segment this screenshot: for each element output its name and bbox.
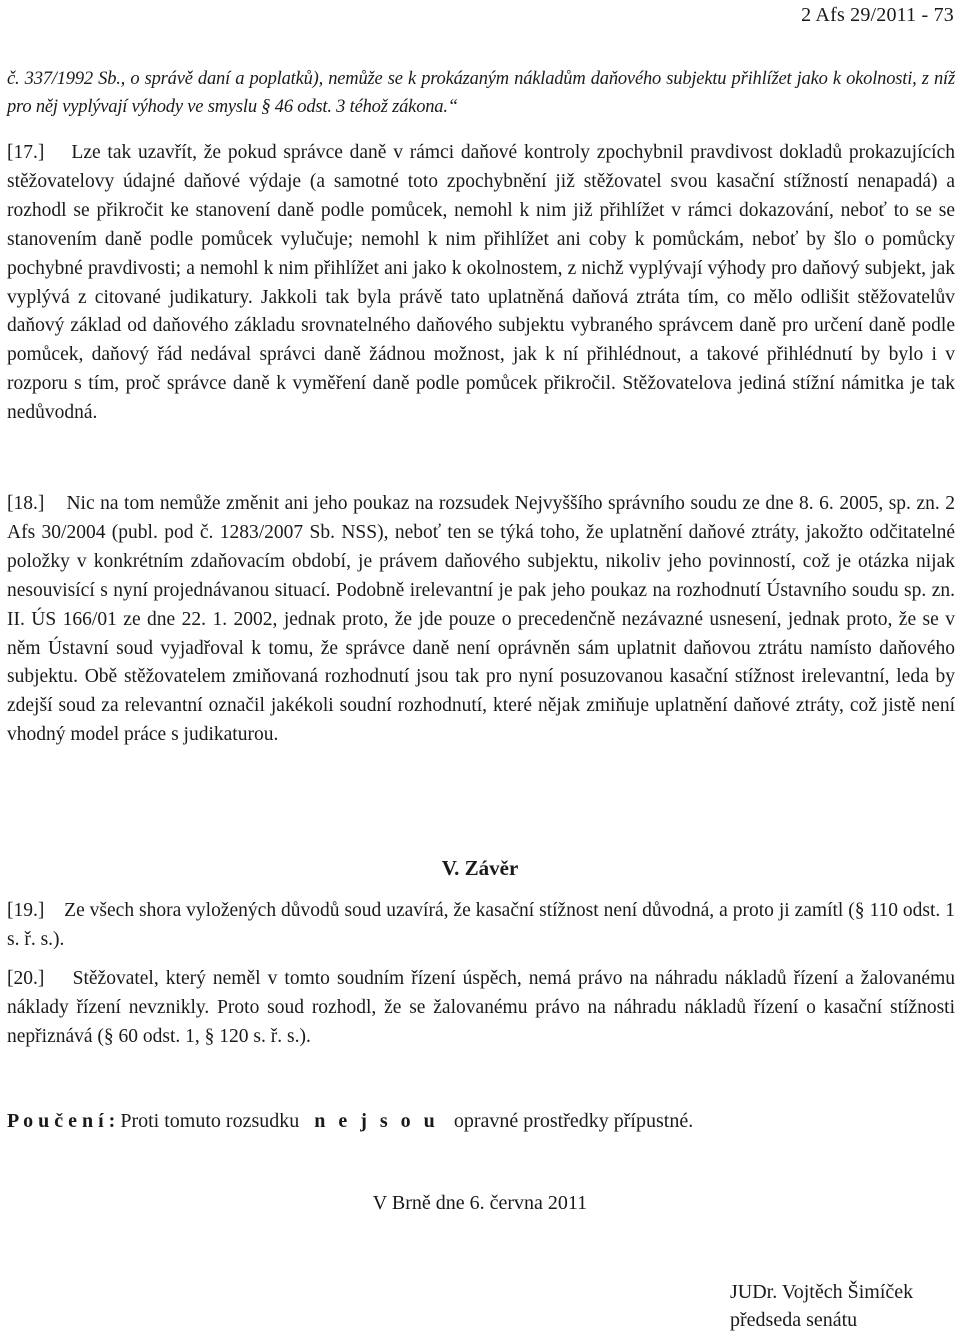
paragraph-20 xyxy=(7,965,955,1052)
date-place-line: V Brně dne 6. června 2011 xyxy=(372,1192,588,1214)
judge-name: JUDr. Vojtěch Šimíček xyxy=(730,1281,914,1303)
case-number: 2 Afs 29/2011 - 73 xyxy=(801,4,954,26)
paragraph-text: Lze tak uzavřít, že pokud správce daně v rámci daňové kontroly zpochybnil pravdivost dokladů prokazujících stěžovatelovy údajné daňové výdaje (a samotné toto zpochybnění již stěžovatel svou kasační stížností nenapadá) a rozhodl se přikročit ke stanovení daně podle pomůcek, nemohl k nim již přihlížet v rámci dokazování, neboť to se se stanovením daně podle pomůcek vylučuje; nemohl k nim přihlížet ani coby k pomůckám, neboť by šlo o pomůcky pochybné pravdivosti; a nemohl k nim přihlížet ani jako k okolnostem, z nichž vyplývají výhody pro daňový subjekt, jak vyplývá z citované judikatury. Jakkoli tak byla právě tato uplatněná daňová ztráta tím, co mělo odlišit stěžovatelův daňový základ od daňového základu srovnatelného daňového subjektu vybraného správcem daně pro určení daně podle pomůcek, daňový řád nedával správci daně žádnou možnost, jak k ní přihlédnout, a takové přihlédnutí by bylo i v rozporu s tím, proč správce daně k vyměření daně podle pomůcek přikročil. Stěžovatelova jediná stížní námitka je tak nedůvodná. xyxy=(7,142,955,424)
paragraph-number: [18.] xyxy=(7,493,45,514)
paragraph-number: [17.] xyxy=(7,142,45,163)
paragraph-19 xyxy=(7,897,955,955)
judge-role: předseda senátu xyxy=(730,1309,858,1331)
instruction-emphasis: n e j s o u xyxy=(314,1110,439,1132)
instruction-label: P o u č e n í : xyxy=(7,1110,116,1132)
paragraph-text: Nic na tom nemůže změnit ani jeho poukaz na rozsudek Nejvyššího správního soudu ze dne 8. 6. 2005, sp. zn. 2 Afs 30/2004 (publ. pod č. 1283/2007 Sb. NSS), neboť ten se týká toho, že uplatnění daňové ztráty, jakožto odčitatelné položky v konkrétním zdaňovacím období, je právem daňového subjektu, nikoliv jeho povinností, což je otázka nijak nesouvisící s nyní projednávanou situací. Podobně irelevantní je pak jeho poukaz na rozhodnutí Ústavního soudu sp. zn. II. ÚS 166/01 ze dne 22. 1. 2002, jednak proto, že jde pouze o precedenčně nezávazné usnesení, jednak proto, že se v něm Ústavní soud vyjadřoval k tomu, že správce daně není oprávněn sám uplatnit daňovou ztrátu namísto daňového subjektu. Obě stěžovatelem zmiňovaná rozhodnutí jsou tak pro nyní posuzovanou kasační stížnost irelevantní, leda by zdejší soud za relevantní označil jakékoli soudní rozhodnutí, které nějak zmiňuje uplatnění daňové ztráty, což jistě není vhodný model práce s judikaturou. xyxy=(7,493,956,746)
paragraph-number: [20.] xyxy=(7,968,45,989)
paragraph-18 xyxy=(7,490,955,750)
paragraph-number: [19.] xyxy=(7,900,45,921)
signature-block xyxy=(730,1278,913,1334)
paragraph-text: Stěžovatel, který neměl v tomto soudním řízení úspěch, nemá právo na náhradu nákladů řízení a žalovanému náklady řízení nevznikly. Proto soud rozhodl, že se žalovanému právo na náhradu nákladů řízení o kasační stížnosti nepřiznává (§ 60 odst. 1, § 120 s. ř. s.). xyxy=(7,968,955,1047)
paragraph-17 xyxy=(7,139,955,428)
paragraph-text: Ze všech shora vyložených důvodů soud uzavírá, že kasační stížnost není důvodná, a proto ji zamítl (§ 110 odst. 1 s. ř. s.). xyxy=(7,900,956,950)
section-heading: V. Závěr xyxy=(441,856,519,880)
quoted-text: č. 337/1992 Sb., o správě daní a poplatků), nemůže se k prokázaným nákladům daňového subjektu přihlížet jako k okolnosti, z níž pro něj vyplývají výhody ve smyslu § 46 odst. 3 téhož zákona.“ xyxy=(7,69,955,117)
instruction-text-after: opravné prostředky přípustné. xyxy=(453,1110,694,1132)
legal-instruction xyxy=(7,1110,693,1133)
instruction-text-before: Proti tomuto rozsudku xyxy=(120,1110,300,1132)
